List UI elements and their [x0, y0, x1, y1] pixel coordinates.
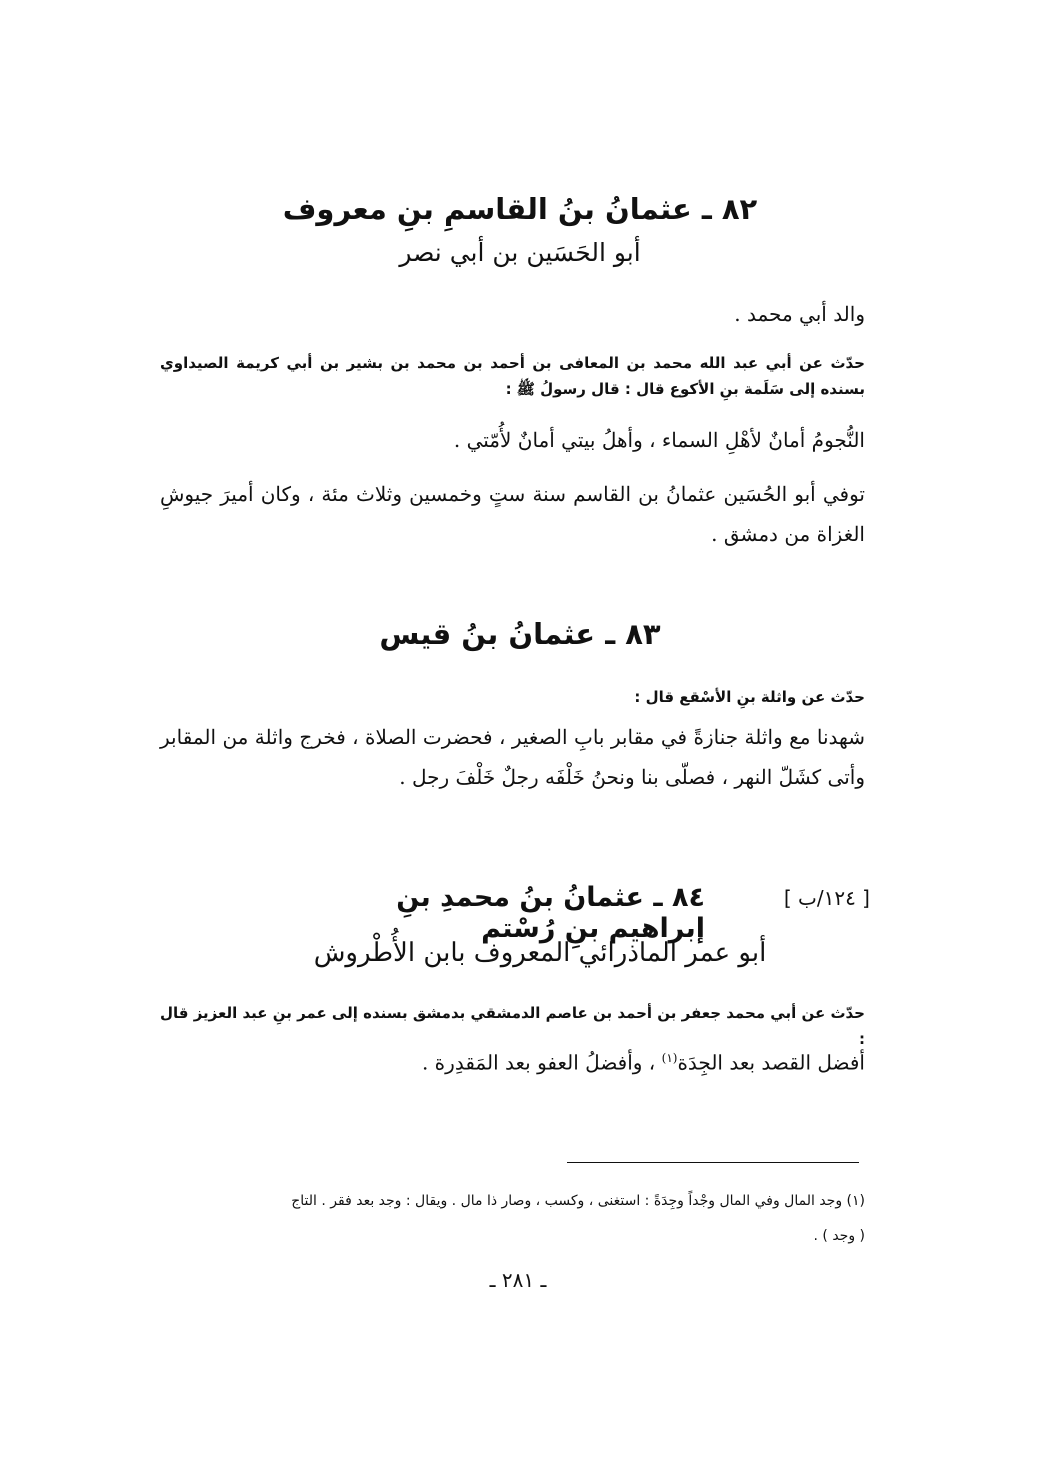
entry-84-kunya: أبو عمر الماذرائي المعروف بابن الأُطْروش [313, 938, 767, 968]
entry-84-text-part2: ، وأفضلُ العفو بعد المَقدِرة . [421, 1050, 662, 1075]
entry-84-text [160, 1038, 865, 1083]
footnote-line-2: ( وجد ) . [813, 1228, 865, 1244]
entry-83-isnad: حدّث عن واثلة بنِ الأسْقع قال : [634, 688, 865, 706]
footnote-line-1: (١) وجد المال وفي المال وجْداً وجِدَةً : استغنى ، وكسب ، وصار ذا مال . ويقال : وجد بعد فقر . التاج [291, 1193, 865, 1209]
entry-82-intro: والد أبي محمد . [734, 302, 865, 326]
entry-83-title: ٨٣ ـ عثمانُ بنُ قيس [379, 617, 661, 651]
entry-84-isnad: حدّث عن أبي محمد جعفر بن أحمد بن عاصم الدمشقي بدمشق بسنده إلى عمر بنِ عبد العزيز قال : [160, 1004, 865, 1048]
entry-82-death-note: توفي أبو الحُسَين عثمانُ بن القاسم سنة ستٍ وخمسين وثلاث مئة ، وكان أميرَ جيوشِ الغزاة من دمشق . [160, 482, 865, 546]
entry-82-title: ٨٢ ـ عثمانُ بنُ القاسمِ بنِ معروف [282, 192, 758, 226]
entry-82-hadith: النُّجومُ أمانٌ لأهْلِ السماء ، وأهلُ بيتي أمانٌ لأُمّتي . [453, 428, 865, 452]
page-number: ـ ٢٨١ ـ [489, 1268, 547, 1292]
entry-84-title: ٨٤ ـ عثمانُ بنُ محمدِ بنِ إبراهيم بنِ رُسْتم [396, 882, 705, 944]
entry-84-text-part1: أفضل القصد بعد الجِدَة [677, 1050, 865, 1075]
entry-82-isnad: حدّث عن أبي عبد الله محمد بن المعافى بن أحمد بن محمد بن بشير بن أبي كريمة الصيداوي بسنده إلى سَلَمة بنِ الأكوع قال : قال رسولُ ﷺ : [160, 354, 865, 398]
folio-marker: [ ١٢٤/ب ] [783, 886, 870, 910]
footnote-reference: (١) [661, 1051, 678, 1065]
entry-83-text: شهدنا مع واثلة جنازةً في مقابر بابِ الصغير ، فحضرت الصلاة ، فخرج واثلة من المقابر وأتى كشَلّ النهر ، فصلّى بنا ونحنُ خَلْفَه رجلٌ خَلْفَ رجل . [160, 725, 865, 789]
footnote-separator [567, 1162, 859, 1163]
entry-82-kunya: أبو الحَسَين بن أبي نصر [399, 238, 641, 267]
